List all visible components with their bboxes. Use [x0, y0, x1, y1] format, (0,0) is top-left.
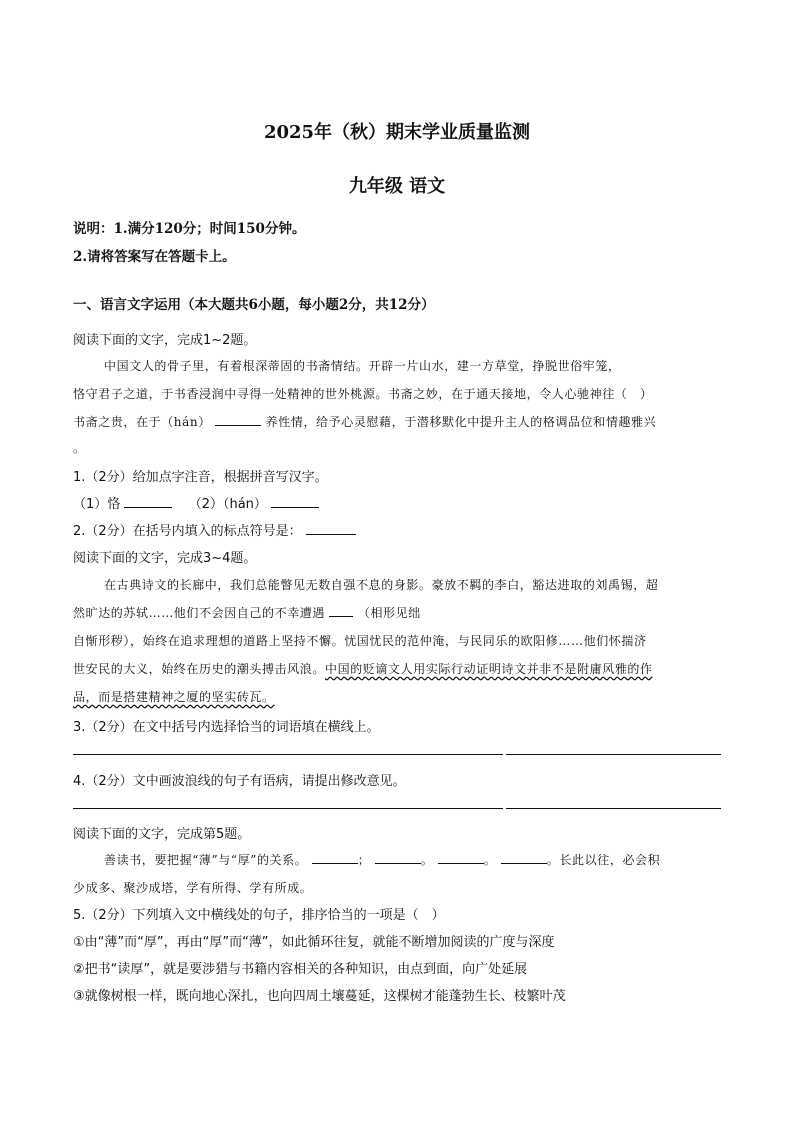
passage-1-line-4: 。: [73, 441, 86, 455]
passage-3-blank-1[interactable]: [312, 851, 358, 864]
question-3-answer-line-1[interactable]: [73, 754, 503, 755]
question-4-answer-line-1[interactable]: [73, 808, 503, 809]
passage-3-sep-1: ；: [357, 853, 371, 867]
question-5-option-1: ①由“薄”而“厚”，再由“厚”而“薄”，如此循环往复，就能不断增加阅读的广度与深度: [73, 935, 555, 950]
question-4: 4.（2分）文中画波浪线的句子有语病，请提出修改意见。: [73, 774, 406, 789]
question-2-answer[interactable]: [306, 522, 356, 535]
question-3: 3.（2分）在文中括号内选择恰当的词语填在横线上。: [73, 720, 380, 735]
passage-2-line-5: [73, 688, 275, 705]
question-1-part-1-label: （1）恪: [73, 497, 121, 512]
wavy-sentence-part-2: 品，而是搭建精神之厦的坚实砖瓦。: [73, 690, 275, 704]
passage-2-line-2-start: 然旷达的苏轼……他们不会因自己的不幸遭遇: [73, 606, 326, 620]
passage-3-sep-2: 。: [420, 853, 434, 867]
note-line-1: 说明：1.满分120分；时间150分钟。: [73, 221, 306, 237]
note-line-2: 2.请将答案写在答题卡上。: [73, 249, 236, 265]
passage-1-intro: 阅读下面的文字，完成1~2题。: [73, 333, 257, 348]
passage-1-blank-han[interactable]: [215, 413, 261, 426]
passage-3-line-1-start: 善读书，要把握“薄”与“厚”的关系。: [104, 853, 308, 867]
passage-3-blank-2[interactable]: [375, 851, 421, 864]
question-3-answer-line-2[interactable]: [506, 754, 721, 755]
document-subtitle: 九年级 语文: [348, 176, 446, 197]
passage-3-blank-3[interactable]: [438, 851, 484, 864]
passage-3-line-2: 少成多、聚沙成塔，学有所得、学有所成。: [73, 881, 313, 895]
question-5-option-2: ②把书“读厚”，就是要涉猎与书籍内容相关的各种知识，由点到面，向广处延展: [73, 962, 528, 977]
passage-3-line-1: [104, 851, 660, 868]
question-5-option-3: ③就像树根一样，既向地心深扎，也向四周土壤蔓延，这棵树才能蓬勃生长、枝繁叶茂: [73, 989, 566, 1004]
passage-3-sep-3: 。: [483, 853, 497, 867]
passage-2-line-4-start: 世安民的大义，始终在历史的潮头搏击风浪。: [73, 662, 326, 676]
passage-2-line-1: 在古典诗文的长廊中，我们总能瞥见无数自强不息的身影。豪放不羁的李白，豁达进取的刘禹锡，超: [104, 578, 659, 592]
passage-1-line-1: 中国文人的骨子里，有着根深蒂固的书斋情结。开辟一片山水，建一方草堂，挣脱世俗牢笼，: [104, 359, 621, 373]
wavy-sentence-part-1: 中国的贬谪文人用实际行动证明诗文并非不是附庸风雅的作: [325, 662, 653, 676]
question-2: [73, 520, 356, 539]
passage-1-line-3-start: 书斋之贵，在于（hán）: [73, 415, 211, 429]
passage-3-intro: 阅读下面的文字，完成第5题。: [73, 827, 251, 842]
question-5: 5.（2分）下列填入文中横线处的句子，排序恰当的一项是（ ）: [73, 908, 445, 923]
question-1: 1.（2分）给加点字注音，根据拼音写汉字。: [73, 470, 328, 485]
passage-1-line-3: [73, 413, 656, 430]
passage-2-line-4: [73, 660, 653, 677]
passage-2-line-2: [73, 604, 421, 621]
question-1-parts: [73, 493, 319, 512]
question-2-text: 2.（2分）在括号内填入的标点符号是：: [73, 524, 302, 539]
passage-1-line-3-end: 养性情，给予心灵慰藉，于潜移默化中提升主人的格调品位和情趣雅兴: [265, 415, 657, 429]
passage-2-blank[interactable]: [329, 604, 353, 617]
question-1-part-1-answer[interactable]: [124, 495, 172, 508]
section-heading: 一、语言文字运用（本大题共6小题，每小题2分，共12分）: [73, 297, 435, 313]
passage-3-blank-4[interactable]: [501, 851, 547, 864]
question-4-answer-line-2[interactable]: [506, 808, 721, 809]
question-1-part-2-label: （2）（hán）: [188, 497, 267, 512]
question-1-part-2-answer[interactable]: [271, 495, 319, 508]
passage-2-intro: 阅读下面的文字，完成3~4题。: [73, 551, 257, 566]
passage-1-line-2: 恪守君子之道，于书香浸润中寻得一处精神的世外桃源。书斋之妙，在于通天接地，令人心驰神往（ ）: [73, 387, 653, 401]
passage-3-line-1-end: 。长此以往，必会积: [546, 853, 661, 867]
passage-2-line-3: 自惭形秽），始终在追求理想的道路上坚持不懈。忧国忧民的范仲淹，与民同乐的欧阳修……他们怀揣济: [73, 634, 647, 648]
passage-2-line-2-end: （相形见绌: [357, 606, 421, 620]
document-title: 2025年（秋）期末学业质量监测: [263, 122, 531, 143]
